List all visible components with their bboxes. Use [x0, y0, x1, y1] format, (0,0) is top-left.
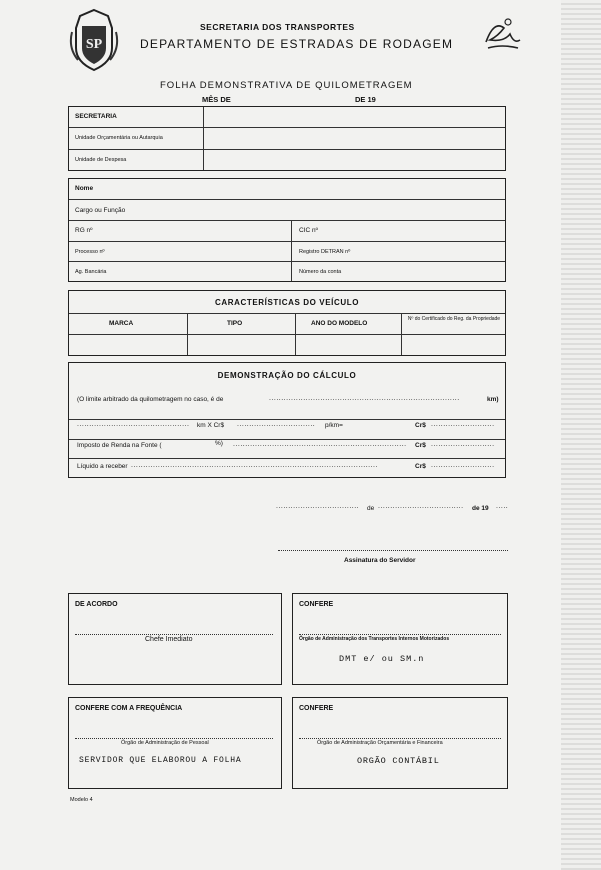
assinatura-label: Assinatura do Servidor: [344, 557, 416, 564]
confere-label-1: CONFERE: [299, 601, 334, 608]
orgao-contabil-stamp: ORGÃO CONTÁBIL: [357, 756, 440, 766]
km-x-cr-label: km X Cr$: [197, 422, 225, 429]
cr1-dots: ..........................: [431, 421, 495, 428]
confere-label-2: CONFERE: [299, 705, 334, 712]
vehicle-title: CARACTERÍSTICAS DO VEÍCULO: [214, 298, 360, 307]
pessoal-line: [75, 738, 273, 739]
tipo-col: TIPO: [227, 320, 243, 327]
mes-label: MÊS DE: [202, 95, 231, 104]
svg-text:SP: SP: [85, 37, 103, 52]
secretaria-heading: SECRETARIA DOS TRANSPORTES: [200, 22, 355, 32]
registro-detran-label: Registro DETRAN nº: [299, 249, 351, 255]
dmt-stamp: DMT e/ ou SM.n: [339, 654, 425, 664]
orgao-transportes-label: Órgão de Administração dos Transportes Internos Motorizados: [299, 636, 450, 642]
liquido-label: Líquido a receber: [77, 463, 128, 470]
unidade-orcamentaria-label: Unidade Orçamentária ou Autarquia: [75, 135, 163, 141]
processo-label: Processo nº: [75, 249, 105, 255]
imposto-label: Imposto de Renda na Fonte (: [77, 442, 162, 449]
form-title: FOLHA DEMONSTRATIVA DE QUILOMETRAGEM: [160, 80, 413, 91]
pkm-label: p/km=: [325, 422, 343, 429]
confere-contabil-box: [292, 697, 508, 789]
nome-label: Nome: [75, 185, 94, 192]
confere-transportes-box: [292, 593, 508, 685]
scanned-page-edge: [561, 0, 601, 870]
servidor-folha-stamp: SERVIDOR QUE ELABOROU A FOLHA: [79, 756, 242, 765]
date-dots-2: ...................................: [378, 503, 464, 510]
cr2-label: Cr$: [415, 442, 426, 449]
state-seal-icon: [68, 8, 120, 72]
date-de-label: de: [367, 505, 375, 512]
liquido-dots: .....................................................................................................: [131, 462, 378, 469]
cr-dots: ................................: [237, 421, 316, 428]
imposto-dots: .......................................................................: [233, 441, 407, 448]
ano-modelo-col: ANO DO MODELO: [311, 320, 368, 327]
marca-col: MARCA: [109, 320, 134, 327]
modelo-label: Modelo 4: [70, 797, 93, 803]
cr3-label: Cr$: [415, 463, 426, 470]
secretaria-label: SECRETARIA: [75, 113, 117, 120]
unidade-despesa-field[interactable]: [205, 151, 503, 169]
ag-bancaria-label: Ag. Bancária: [75, 269, 107, 275]
km-unit: km): [487, 396, 499, 403]
unidade-section: [68, 106, 506, 171]
calculo-section: [68, 362, 506, 478]
chefe-line: [75, 634, 273, 635]
chefe-imediato-label: Chefe Imediato: [145, 636, 193, 643]
confere-frequencia-box: [68, 697, 282, 789]
percent-label: %): [215, 440, 223, 447]
servidor-section: [68, 178, 506, 282]
secretaria-field[interactable]: [205, 109, 503, 126]
date-dots-3: .....: [496, 503, 508, 510]
limite-dots: ..............................................................................: [269, 395, 460, 402]
rg-label: RG nº: [75, 227, 93, 234]
cr2-dots: ..........................: [431, 441, 495, 448]
handwritten-initials-icon: [480, 14, 526, 54]
km-dots: ..............................................: [77, 421, 190, 428]
cr1-label: Cr$: [415, 422, 426, 429]
limite-text: (O limite arbitrado da quilometragem no caso, é de: [77, 396, 224, 403]
unidade-orcamentaria-field[interactable]: [205, 129, 503, 148]
date-dots-1: ..................................: [276, 503, 360, 510]
vehicle-section: [68, 290, 506, 356]
de19-label: DE 19: [355, 95, 376, 104]
de-acordo-label: DE ACORDO: [75, 601, 118, 608]
confere-frequencia-label: CONFERE COM A FREQUÊNCIA: [75, 705, 183, 712]
numero-conta-label: Número da conta: [299, 269, 342, 275]
unidade-despesa-label: Unidade de Despesa: [75, 157, 127, 163]
transportes-line: [299, 634, 501, 635]
departamento-heading: DEPARTAMENTO DE ESTRADAS DE RODAGEM: [140, 37, 454, 51]
de-acordo-box: [68, 593, 282, 685]
orgao-pessoal-label: Órgão de Administração de Pessoal: [121, 740, 209, 746]
calculo-title: DEMONSTRAÇÃO DO CÁLCULO: [217, 371, 357, 380]
orgao-financeira-label: Órgão de Administração Orçamentária e Financeira: [317, 740, 443, 746]
signature-line: [278, 550, 508, 551]
cic-label: CIC nº: [299, 227, 318, 234]
cr3-dots: ..........................: [431, 462, 495, 469]
certificado-col: Nº do Certificado do Reg. da Propriedade: [407, 316, 501, 322]
cargo-label: Cargo ou Função: [75, 207, 126, 214]
date-de19-label: de 19: [472, 505, 489, 512]
financeira-line: [299, 738, 501, 739]
